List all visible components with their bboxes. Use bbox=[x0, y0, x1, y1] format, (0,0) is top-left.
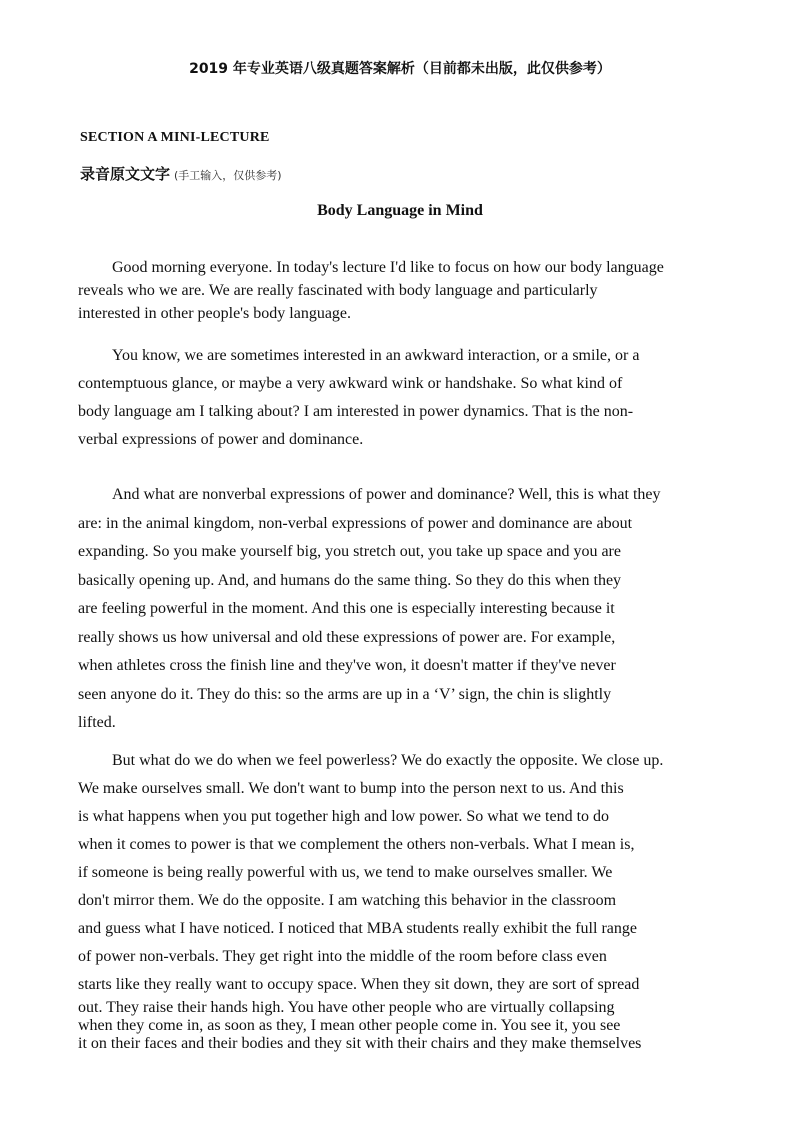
paragraph-line: are: in the animal kingdom, non-verbal expressions of power and dominance are about bbox=[78, 514, 633, 532]
paragraph-line: And what are nonverbal expressions of power and dominance? Well, this is what they bbox=[112, 486, 661, 503]
paragraph-line: Good morning everyone. In today's lecture I'd like to focus on how our body language bbox=[112, 259, 664, 276]
paragraph-4 bbox=[78, 747, 678, 1053]
paragraph-line: of power non-verbals. They get right into the middle of the room before class even bbox=[78, 948, 607, 965]
paragraph-line: verbal expressions of power and dominance. bbox=[78, 431, 364, 448]
paragraph-line: starts like they really want to occupy space. When they sit down, they are sort of spread bbox=[78, 976, 640, 993]
paragraph-line: if someone is being really powerful with us, we tend to make ourselves smaller. We bbox=[78, 864, 613, 881]
paragraph-line: But what do we do when we feel powerless? We do exactly the opposite. We close up. bbox=[112, 752, 664, 769]
paragraph-line: reveals who we are. We are really fascinated with body language and particularly bbox=[78, 282, 598, 299]
paragraph-line: lifted. bbox=[78, 714, 116, 731]
paragraph-line: don't mirror them. We do the opposite. I am watching this behavior in the classroom bbox=[78, 892, 617, 909]
paragraph-line: out. They raise their hands high. You have other people who are virtually collapsing bbox=[78, 999, 615, 1016]
paragraph-line: are feeling powerful in the moment. And this one is especially interesting because it bbox=[78, 600, 615, 617]
paragraph-line: body language am I talking about? I am interested in power dynamics. That is the non- bbox=[78, 403, 634, 420]
transcript-label-text: 录音原文文字 bbox=[80, 165, 171, 183]
paragraph-3 bbox=[78, 481, 678, 738]
paragraph-line: We make ourselves small. We don't want to bump into the person next to us. And this bbox=[78, 780, 624, 797]
paragraph-line: when it comes to power is that we complement the others non-verbals. What I mean is, bbox=[78, 836, 635, 853]
paragraph-line: it on their faces and their bodies and they sit with their chairs and they make themselves bbox=[78, 1035, 642, 1052]
document-title: 2019 年专业英语八级真题答案解析（目前都未出版，此仅供参考） bbox=[189, 61, 611, 77]
paragraph-line: You know, we are sometimes interested in an awkward interaction, or a smile, or a bbox=[112, 347, 640, 364]
section-heading: SECTION A MINI-LECTURE bbox=[80, 130, 270, 145]
paragraph-line: basically opening up. And, and humans do the same thing. So they do this when they bbox=[78, 571, 622, 589]
paragraph-line: is what happens when you put together high and low power. So what we tend to do bbox=[78, 808, 610, 825]
paragraph-line: expanding. So you make yourself big, you stretch out, you take up space and you are bbox=[78, 543, 621, 560]
paragraph-line: and guess what I have noticed. I noticed that MBA students really exhibit the full range bbox=[78, 920, 637, 937]
paragraph-1 bbox=[78, 256, 678, 325]
paragraph-2 bbox=[78, 342, 678, 454]
paragraph-line: really shows us how universal and old these expressions of power are. For example, bbox=[78, 628, 616, 646]
paragraph-line: interested in other people's body language. bbox=[78, 305, 352, 322]
paragraph-line: seen anyone do it. They do this: so the arms are up in a ‘V’ sign, the chin is slightly bbox=[78, 685, 612, 703]
paragraph-line: when athletes cross the finish line and they've won, it doesn't matter if they've never bbox=[78, 657, 616, 674]
lecture-title: Body Language in Mind bbox=[317, 202, 483, 219]
paragraph-line: when they come in, as soon as they, I mean other people come in. You see it, you see bbox=[78, 1017, 621, 1034]
paragraph-line: contemptuous glance, or maybe a very awkward wink or handshake. So what kind of bbox=[78, 375, 623, 392]
transcript-label bbox=[80, 163, 282, 184]
transcript-note: (手工输入，仅供参考) bbox=[174, 169, 282, 182]
